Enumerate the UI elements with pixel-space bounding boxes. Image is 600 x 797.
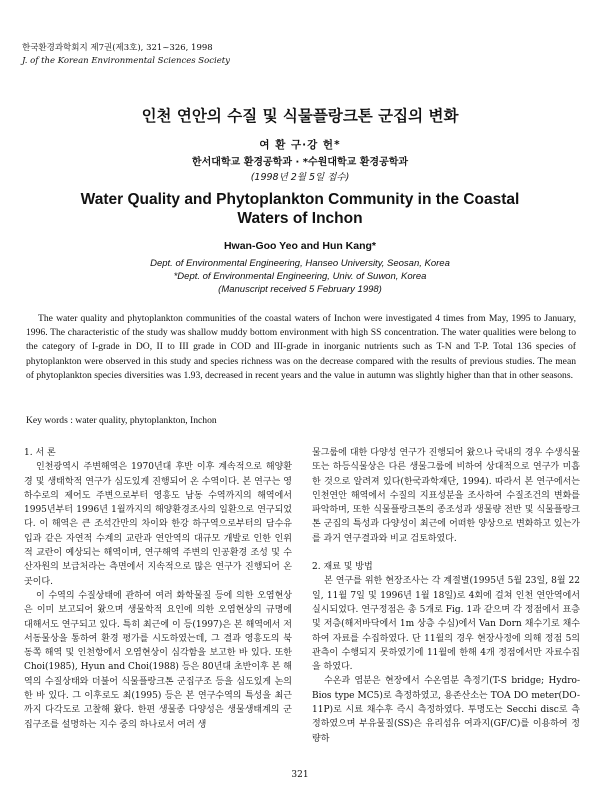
left-column	[24, 446, 292, 732]
methods-paragraph-2: 수온과 염분은 현장에서 수온염분 측정기(T-S bridge; Hydro-Bios type MC5)로 측정하였고, 용존산소는 TOA DO meter(DO-11P)로 시료 채수후 즉시 측정하였다. 투명도는 Secchi disc로 측정하였으며 부유물질(SS)은 유리섬유 여과지(GF/C)를 이용하여 정량하	[312, 676, 580, 744]
received-date-korean: (1998년 2월 5일 접수)	[250, 172, 350, 183]
intro-paragraph-3: 물그룹에 대한 다양성 연구가 진행되어 왔으나 국내의 경우 수생식물 또는 하등식물상은 다른 생물그룹에 비하여 상대적으로 연구가 미흡한 것으로 알려져 있다(한국과학재단, 1994). 따라서 본 연구에서는 인천연안 해역에서 수질의 지표성분을 조사하여 수질조건의 변화를 파악하며, 또한 식물플랑크톤의 종조성과 생물량 전반 및 식물플랑크톤 군집의 특성과 다양성이 최근에 어떠한 양상으로 변화하고 있는가를 과거 연구결과와 비교 검토하였다.	[312, 448, 580, 544]
affiliations-korean: 한서대학교 환경공학과 · *수원대학교 환경공학과	[191, 157, 409, 168]
journal-citation: 한국환경과학회지 제7권(제3호), 321~326, 1998	[22, 43, 213, 53]
abstract: The water quality and phytoplankton communities of the coastal waters of Inchon were investigated 4 times from May, 1995 to January, 1996. The characteristic of the study was shallow muddy bottom environment with high SS concentration. The water qualities were belong to the category of I-grade in DO, II to III grade in COD and III-grade in inorganic nutrients such as T-N and T-P. Total 136 species of phytoplankton were observed in this study and species richness was on the decrease compared with the results of previous studies. The mean of phytoplankton species diversities was 1.93, decreased in recent years and the value in autumn was slightly higher than that in other seasons.	[26, 313, 576, 381]
page-number: 321	[291, 770, 309, 780]
title-english-line1: Water Quality and Phytoplankton Community in the Coastal	[80, 191, 520, 208]
authors-english: Hwan-Goo Yeo and Hun Kang*	[223, 240, 377, 252]
title-english-line2: Waters of Inchon	[237, 210, 363, 227]
authors-korean: 여 환 구·강 헌*	[259, 139, 341, 151]
keywords: Key words : water quality, phytoplankton, Inchon	[26, 415, 217, 426]
affiliation-hanseo: Dept. of Environmental Engineering, Hanseo University, Seosan, Korea	[150, 258, 450, 269]
title-korean: 인천 연안의 수질 및 식물플랑크톤 군집의 변화	[141, 107, 459, 125]
right-column	[312, 446, 580, 746]
section-heading-methods: 2. 재료 및 방법	[312, 562, 373, 573]
affiliation-suwon: *Dept. of Environmental Engineering, Univ. of Suwon, Korea	[173, 271, 427, 282]
intro-paragraph-2: 이 수역의 수질상태에 관하여 여러 화학물질 등에 의한 오염현상은 이미 보고되어 왔으며 생물학적 요인에 의한 오염현상의 규명에 대해서도 연구되고 있다. 특히 최근에 이 등(1997)은 본 해역에서 저서동물상을 통하여 환경 평가를 시도하였는데, 그 결과 영흥도의 북동쪽 해역 및 인천항에서 오염현상이 심각함을 보고한 바 있다. 또한 Choi(1985), Hyun and Choi(1988) 등은 80년대 초반이후 본 해역의 수질상태와 더불어 식물플랑크톤 군집구조 등을 심도있게 논의한 바 있다. 그 이후로도 최(1995) 등은 본 연구수역의 특성을 최근까지 다각도로 고찰해 왔다. 한편 생물종 다양성은 생물생태계의 군집구조를 설명하는 지수 중의 하나로서 여러 생	[24, 590, 292, 730]
affiliations-english	[0, 257, 600, 296]
title-english	[0, 190, 600, 228]
section-heading-introduction: 1. 서 론	[24, 448, 56, 458]
journal-name-en: J. of the Korean Environmental Sciences Society	[22, 56, 230, 66]
methods-paragraph-1: 본 연구를 위한 현장조사는 각 계절별(1995년 5월 23일, 8월 22일, 11월 7일 및 1996년 1월 18일)로 4회에 걸쳐 인천 연안역에서 실시되었다. 연구정점은 총 5개로 Fig. 1과 같으며 각 정점에서 표층 및 저층(해저바닥에서 1m 상층 수심)에서 Van Dorn 채수기로 채수하여 자료를 수집하였다. 단 11월의 경우 현장사정에 의해 정점 5의 관측이 수행되지 못하였기에 11월에 한해 4개 정점에서만 자료수집을 하였다.	[312, 576, 580, 673]
journal-header	[22, 42, 230, 68]
manuscript-received: (Manuscript received 5 February 1998)	[218, 284, 382, 295]
intro-paragraph-1: 인천광역시 주변해역은 1970년대 후반 이후 계속적으로 해양환경 및 생태학적 연구가 심도있게 진행되어 온 수역이다. 본 연구는 영하수로의 제어도 주변으로부터 영흥도 남동 수역까지의 해역에서 1995년부터 1996년 1월까지의 해양환경조사의 일환으로 연구되었다. 이 해역은 큰 조석간만의 차이와 한강 하구역으로부터의 담수유입과 같은 자연적 수계의 교란과 연안역의 대규모 개발로 인한 인위적 교란이 예상되는 해역이며, 연구해역 주변의 인공환경 조성 및 수산자원의 보급처라는 측면에서 지속적으로 많은 연구가 진행되어 온 곳이다.	[24, 462, 292, 587]
